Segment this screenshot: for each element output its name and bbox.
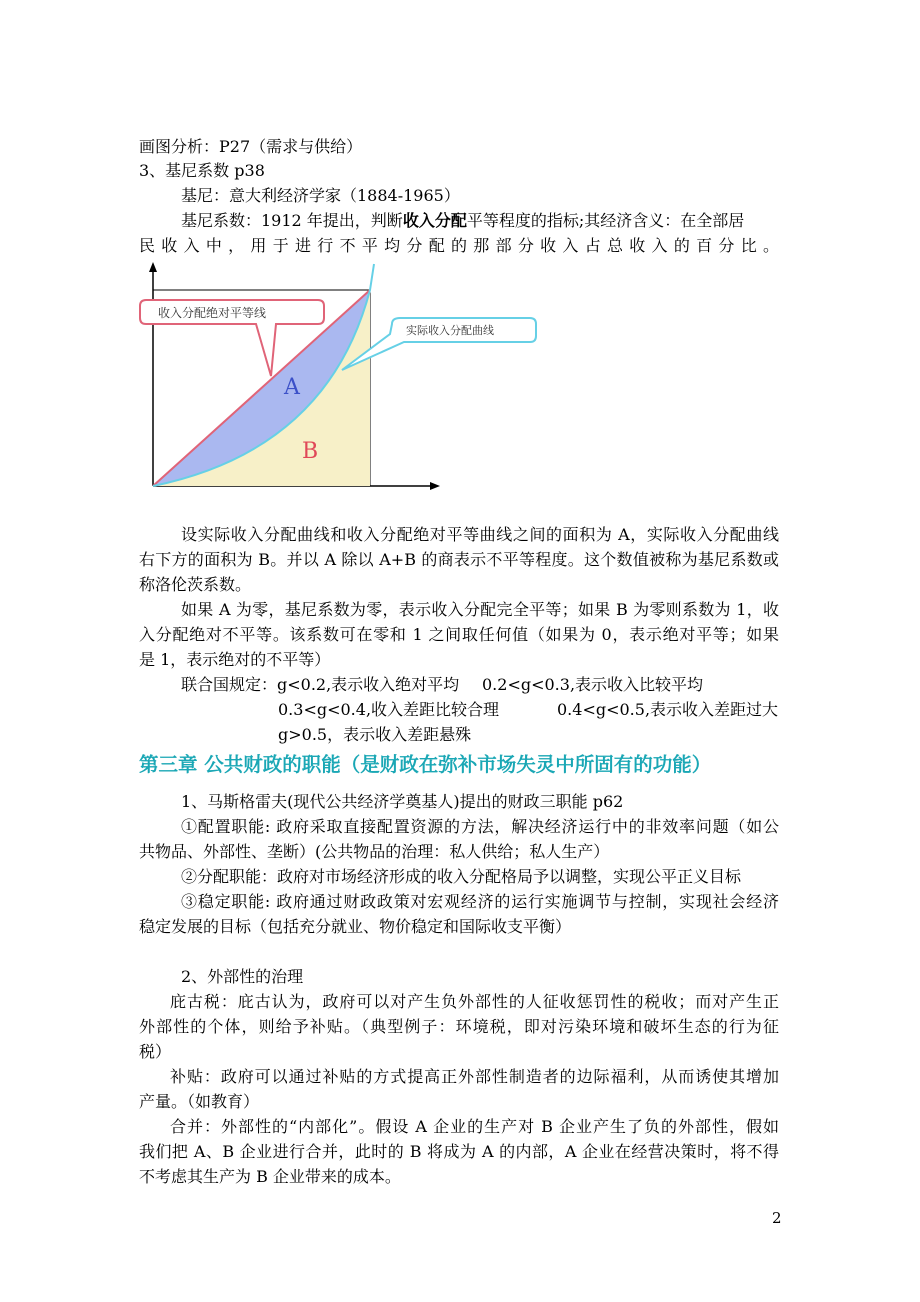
line-gini-definition xyxy=(181,211,744,231)
equality-line-label: 收入分配绝对平等线 xyxy=(158,306,267,320)
bold-income-distribution: 收入分配 xyxy=(402,211,467,230)
line-gini-person: 基尼：意大利经济学家（1884-1965） xyxy=(181,186,460,205)
line-gini-meaning: 民收入中，用于进行不平均分配的那部分收入占总收入的百分比。 xyxy=(139,236,779,255)
ch3-merger-3: 不考虑其生产为 B 企业带来的成本。 xyxy=(139,1167,401,1186)
chapter-3-heading: 第三章 公共财政的职能（是财政在弥补市场失灵中所固有的功能） xyxy=(139,753,712,776)
para-area-def-3: 称洛伦茨系数。 xyxy=(139,575,252,594)
area-a-label: A xyxy=(284,375,300,400)
ch3-merger-2: 我们把 A、B 企业进行合并，此时的 B 将成为 A 的内部，A 企业在经营决策时，将不得 xyxy=(139,1142,779,1161)
ch3-allocation-1: ①配置职能: 政府采取直接配置资源的方法，解决经济运行中的非效率问题（如公 xyxy=(181,817,779,836)
un-rule-3: g>0.5，表示收入差距悬殊 xyxy=(278,725,472,744)
ch3-allocation-2: 共物品、外部性、垄断）(公共物品的治理：私人供给；私人生产） xyxy=(139,842,610,861)
un-rule-2a: 0.3<g<0.4,收入差距比较合理 xyxy=(278,700,500,719)
ch3-stabilization-1: ③稳定职能: 政府通过财政政策对宏观经济的运行实施调节与控制，实现社会经济 xyxy=(181,892,779,911)
un-rule-1a: 联合国规定：g<0.2,表示收入绝对平均 xyxy=(181,675,460,694)
page-number: 2 xyxy=(772,1209,782,1227)
ch3-subsidy-2: 产量。（如教育） xyxy=(139,1092,260,1111)
text-segment: 平等程度的指标;其经济含义：在全部居 xyxy=(466,211,745,230)
ch3-pigou-2: 外部性的个体，则给予补贴。（典型例子：环境税，即对污染环境和破坏生态的行为征 xyxy=(139,1017,779,1036)
para-area-def-1: 设实际收入分配曲线和收入分配绝对平等曲线之间的面积为 A，实际收入分配曲线 xyxy=(181,525,779,544)
text-segment: 基尼系数：1912 年提出，判断 xyxy=(181,211,403,230)
un-rule-1b: 0.2<g<0.3,表示收入比较平均 xyxy=(482,675,704,694)
para-gini-range-1: 如果 A 为零，基尼系数为零，表示收入分配完全平等；如果 B 为零则系数为 1，收 xyxy=(181,600,779,619)
ch3-stabilization-2: 稳定发展的目标（包括充分就业、物价稳定和国际收支平衡） xyxy=(139,917,572,936)
para-gini-range-3: 是 1，表示绝对的不平等） xyxy=(139,650,331,669)
lorenz-curve-diagram xyxy=(138,260,494,500)
ch3-externality-title: 2、外部性的治理 xyxy=(181,967,304,986)
y-axis-arrow-icon xyxy=(149,262,157,272)
para-gini-range-2: 入分配绝对不平等。该系数可在零和 1 之间取任何值（如果为 0，表示绝对平等；如果 xyxy=(139,625,779,644)
area-b-label: B xyxy=(302,439,319,464)
ch3-subsidy-1: 补贴：政府可以通过补贴的方式提高正外部性制造者的边际福利，从而诱使其增加 xyxy=(170,1067,779,1086)
ch3-pigou-1: 庇古税：庇古认为，政府可以对产生负外部性的人征收惩罚性的税收；而对产生正 xyxy=(170,992,779,1011)
ch3-distribution: ②分配职能：政府对市场经济形成的收入分配格局予以调整，实现公平正义目标 xyxy=(181,867,742,886)
x-axis-arrow-icon xyxy=(430,482,440,490)
ch3-merger-1: 合并：外部性的“内部化”。假设 A 企业的生产对 B 企业产生了负的外部性，假如 xyxy=(170,1117,779,1136)
para-area-def-2: 右下方的面积为 B。并以 A 除以 A+B 的商表示不平等程度。这个数值被称为基尼系数或 xyxy=(139,550,779,569)
ch3-line-musgrave: 1、马斯格雷夫(现代公共经济学奠基人)提出的财政三职能 p62 xyxy=(181,792,624,811)
line-gini-title: 3、基尼系数 p38 xyxy=(139,161,265,180)
line-drawing-analysis: 画图分析：P27（需求与供给） xyxy=(139,137,363,156)
ch3-pigou-3: 税） xyxy=(139,1042,172,1061)
actual-curve-label: 实际收入分配曲线 xyxy=(406,324,494,337)
un-rule-2b: 0.4<g<0.5,表示收入差距过大 xyxy=(557,700,779,719)
